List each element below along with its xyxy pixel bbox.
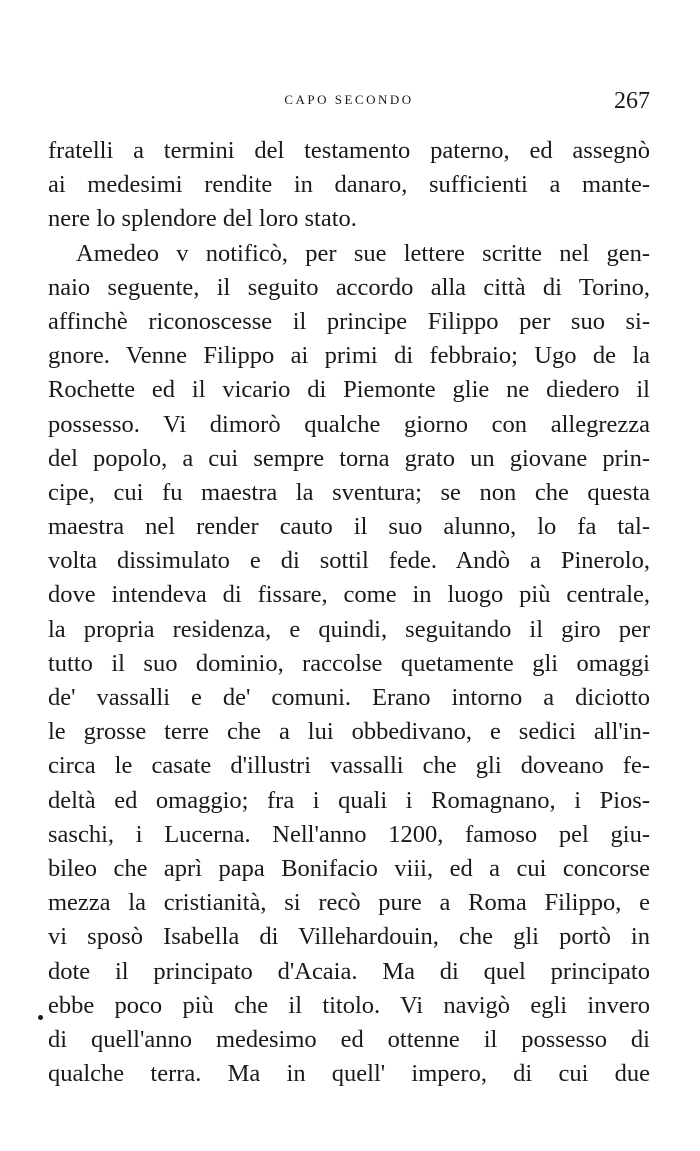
text-line: nere lo splendore del loro stato. bbox=[48, 205, 357, 233]
text-line: fratelli a termini del testamento paterno, ed assegnò bbox=[48, 137, 650, 164]
running-title: CAPO SECONDO bbox=[284, 92, 414, 107]
text-line: Rochette ed il vicario di Piemonte glie ne diedero il bbox=[48, 376, 650, 404]
running-head bbox=[48, 90, 650, 120]
text-line: di quell'anno medesimo ed ottenne il possesso di bbox=[48, 1025, 650, 1053]
text-line: bileo che aprì papa Bonifacio viii, ed a cui concorse bbox=[48, 854, 650, 882]
text-line: tutto il suo dominio, raccolse quetamente gli omaggi bbox=[48, 649, 650, 677]
text-line: possesso. Vi dimorò qualche giorno con allegrezza bbox=[48, 410, 650, 438]
text-line: ai medesimi rendite in danaro, sufficienti a mante- bbox=[48, 171, 650, 199]
text-line: circa le casate d'illustri vassalli che gli doveano fe- bbox=[48, 752, 650, 780]
body-text bbox=[48, 134, 650, 1091]
text-line: deltà ed omaggio; fra i quali i Romagnano, i Pios- bbox=[48, 786, 650, 814]
text-line: vi sposò Isabella di Villehardouin, che gli portò in bbox=[48, 923, 650, 951]
text-line: dote il principato d'Acaia. Ma di quel principato bbox=[48, 957, 650, 985]
text-line: maestra nel render cauto il suo alunno, lo fa tal- bbox=[48, 513, 650, 541]
text-line: la propria residenza, e quindi, seguitando il giro per bbox=[48, 615, 650, 643]
text-line: le grosse terre che a lui obbedivano, e sedici all'in- bbox=[48, 718, 650, 746]
text-line: affinchè riconoscesse il principe Filippo per suo si- bbox=[48, 307, 650, 335]
text-line: de' vassalli e de' comuni. Erano intorno a diciotto bbox=[48, 684, 650, 711]
text-line: volta dissimulato e di sottil fede. Andò a Pinerolo, bbox=[48, 547, 650, 575]
page-number: 267 bbox=[614, 88, 650, 114]
text-line: dove intendeva di fissare, come in luogo più centrale, bbox=[48, 581, 650, 609]
text-line: del popolo, a cui sempre torna grato un giovane prin- bbox=[48, 444, 650, 472]
text-line: gnore. Venne Filippo ai primi di febbraio; Ugo de la bbox=[48, 342, 650, 370]
text-line: cipe, cui fu maestra la sventura; se non che questa bbox=[48, 478, 650, 506]
margin-mark bbox=[38, 1015, 43, 1020]
text-line: Amedeo v notificò, per sue lettere scritte nel gen- bbox=[76, 239, 650, 267]
text-line: mezza la cristianità, si recò pure a Roma Filippo, e bbox=[48, 889, 650, 917]
text-line: saschi, i Lucerna. Nell'anno 1200, famoso pel giu- bbox=[48, 820, 650, 848]
text-line: naio seguente, il seguito accordo alla città di Torino, bbox=[48, 273, 650, 301]
text-line: ebbe poco più che il titolo. Vi navigò egli invero bbox=[48, 991, 650, 1019]
text-line: qualche terra. Ma in quell' impero, di cui due bbox=[48, 1060, 650, 1088]
